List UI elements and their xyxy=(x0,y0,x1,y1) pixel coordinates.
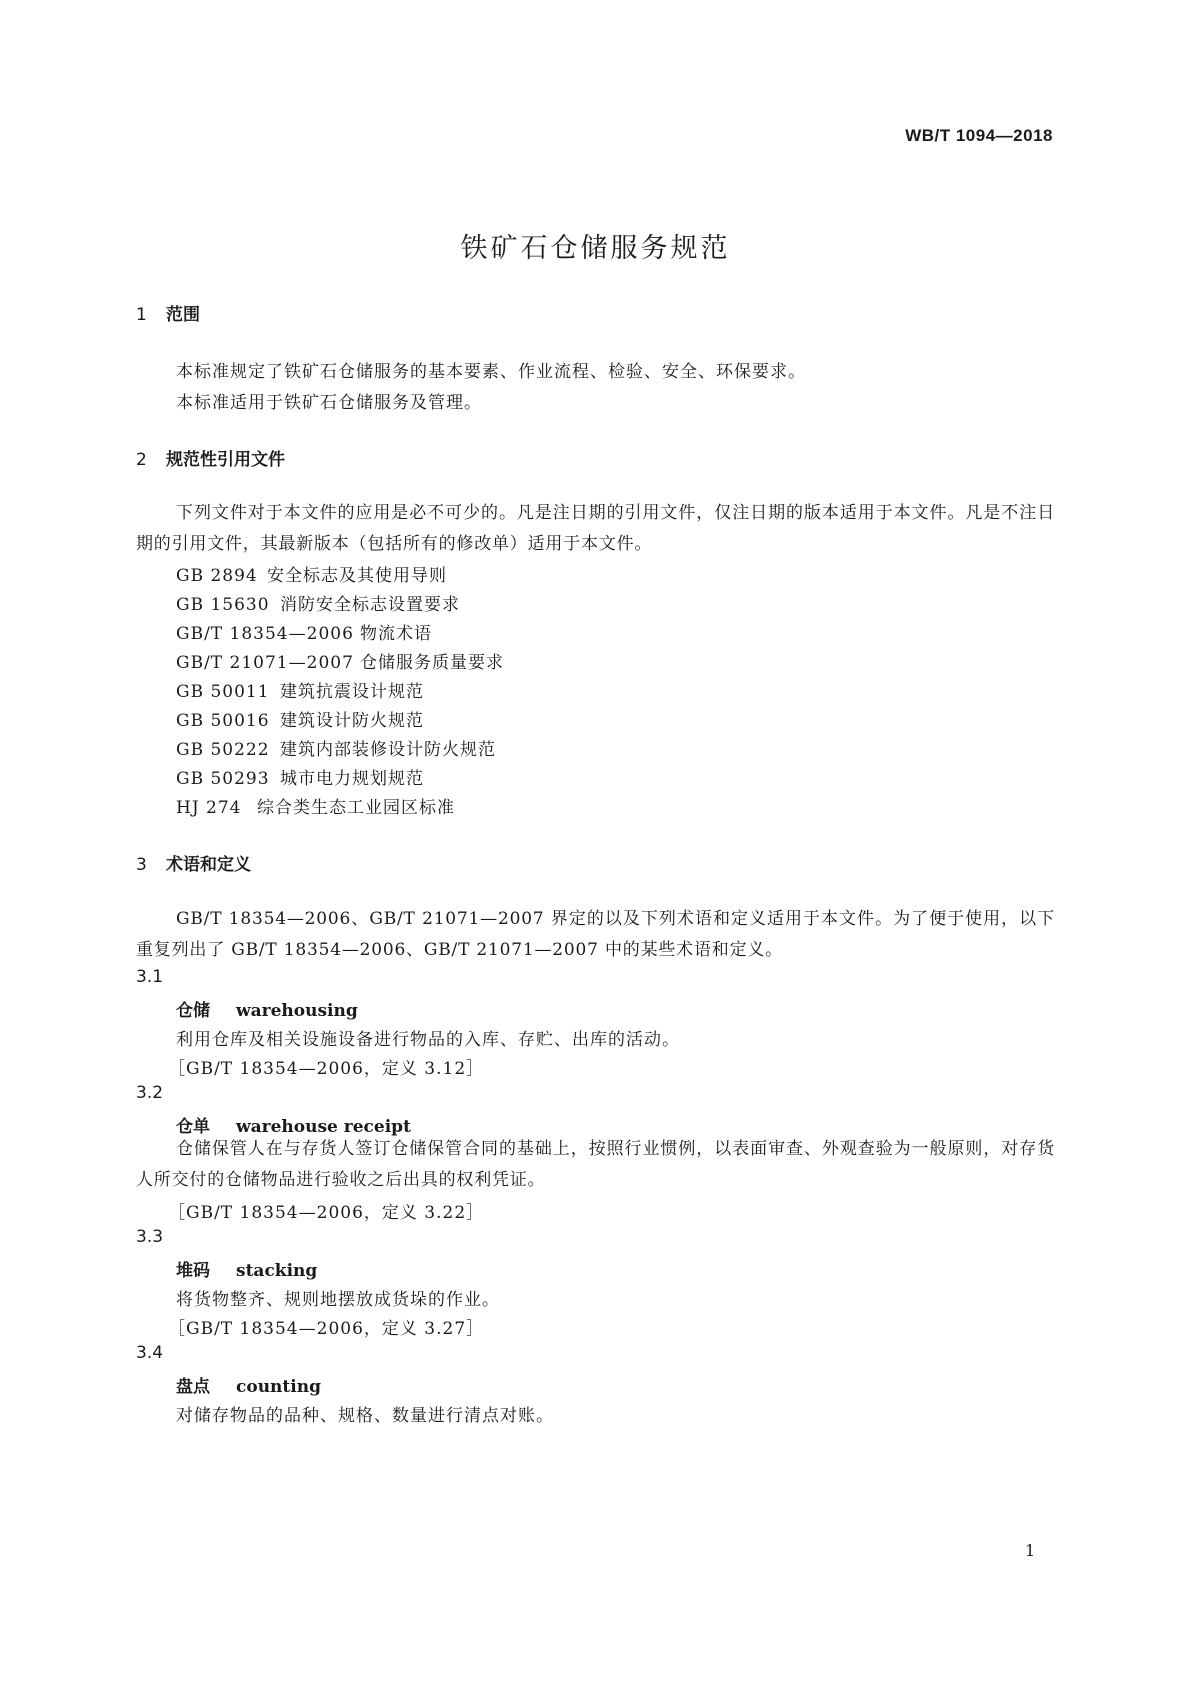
reference-item xyxy=(176,561,447,586)
term-definition: 将货物整齐、规则地摆放成货垛的作业。 xyxy=(176,1290,500,1310)
reference-code: GB 15630 xyxy=(176,595,270,615)
section-2-heading xyxy=(136,445,285,470)
reference-item xyxy=(176,735,496,760)
reference-title: 综合类生态工业园区标准 xyxy=(257,798,455,818)
section-title: 范围 xyxy=(166,305,200,325)
term-heading xyxy=(176,996,358,1021)
reference-code: HJ 274 xyxy=(176,798,242,818)
term-zh: 盘点 xyxy=(176,1377,210,1397)
section-1-heading xyxy=(136,300,200,325)
document-title: 铁矿石仓储服务规范 xyxy=(460,233,731,264)
term-number: 3.4 xyxy=(136,1343,164,1363)
reference-code: GB/T 18354—2006 xyxy=(176,624,354,644)
term-en: warehouse receipt xyxy=(236,1117,411,1137)
reference-code: GB/T 21071—2007 xyxy=(176,653,354,673)
reference-title: 建筑设计防火规范 xyxy=(280,711,424,731)
term-heading xyxy=(176,1256,317,1281)
reference-code: GB 50016 xyxy=(176,711,270,731)
term-zh: 仓单 xyxy=(176,1117,210,1137)
term-definition: 对储存物品的品种、规格、数量进行清点对账。 xyxy=(176,1406,554,1426)
reference-item xyxy=(176,764,424,789)
reference-code: GB 2894 xyxy=(176,566,258,586)
reference-item xyxy=(176,793,455,818)
term-number: 3.3 xyxy=(136,1227,164,1247)
reference-item xyxy=(176,706,424,731)
term-source: ［GB/T 18354—2006，定义 3.22］ xyxy=(168,1203,485,1223)
term-en: warehousing xyxy=(236,1001,358,1021)
reference-code: GB 50011 xyxy=(176,682,270,702)
section-number: 2 xyxy=(136,450,147,470)
reference-item xyxy=(176,677,424,702)
term-definition: 仓储保管人在与存货人签订仓储保管合同的基础上，按照行业惯例，以表面审查、外观查验为一般原则，对存货人所交付的仓储物品进行验收之后出具的权利凭证。 xyxy=(136,1139,1055,1190)
term-number: 3.2 xyxy=(136,1083,164,1103)
reference-title: 消防安全标志设置要求 xyxy=(280,595,460,615)
paragraph: 本标准适用于铁矿石仓储服务及管理。 xyxy=(176,393,482,413)
page-number: 1 xyxy=(1025,1541,1036,1560)
term-definition: 利用仓库及相关设施设备进行物品的入库、存贮、出库的活动。 xyxy=(176,1030,680,1050)
reference-item xyxy=(176,590,460,615)
paragraph: 下列文件对于本文件的应用是必不可少的。凡是注日期的引用文件，仅注日期的版本适用于本文件。凡是不注日期的引用文件，其最新版本（包括所有的修改单）适用于本文件。 xyxy=(136,503,1055,554)
term-en: stacking xyxy=(236,1261,318,1281)
reference-title: 安全标志及其使用导则 xyxy=(267,566,447,586)
reference-title: 建筑抗震设计规范 xyxy=(280,682,424,702)
reference-title: 城市电力规划规范 xyxy=(280,769,424,789)
term-source: ［GB/T 18354—2006，定义 3.12］ xyxy=(168,1059,485,1079)
term-source: ［GB/T 18354—2006，定义 3.27］ xyxy=(168,1319,485,1339)
reference-title: 建筑内部装修设计防火规范 xyxy=(280,740,496,760)
section-number: 3 xyxy=(136,855,147,875)
section-3-heading xyxy=(136,850,251,875)
reference-title: 物流术语 xyxy=(360,624,432,644)
section-number: 1 xyxy=(136,305,147,325)
term-zh: 堆码 xyxy=(176,1261,210,1281)
paragraph: 本标准规定了铁矿石仓储服务的基本要素、作业流程、检验、安全、环保要求。 xyxy=(176,362,806,382)
section-title: 术语和定义 xyxy=(166,855,251,875)
reference-item xyxy=(176,619,432,644)
term-zh: 仓储 xyxy=(176,1001,210,1021)
reference-item xyxy=(176,648,504,673)
term-heading xyxy=(176,1372,321,1397)
paragraph: GB/T 18354—2006、GB/T 21071—2007 界定的以及下列术语和定义适用于本文件。为了便于使用，以下重复列出了 GB/T 18354—2006、GB/T 21071—2007 中的某些术语和定义。 xyxy=(136,909,1055,960)
standard-code: WB/T 1094—2018 xyxy=(905,126,1053,145)
term-en: counting xyxy=(236,1377,321,1397)
reference-code: GB 50222 xyxy=(176,740,270,760)
reference-title: 仓储服务质量要求 xyxy=(360,653,504,673)
reference-code: GB 50293 xyxy=(176,769,270,789)
section-title: 规范性引用文件 xyxy=(166,450,285,470)
term-number: 3.1 xyxy=(136,967,164,987)
